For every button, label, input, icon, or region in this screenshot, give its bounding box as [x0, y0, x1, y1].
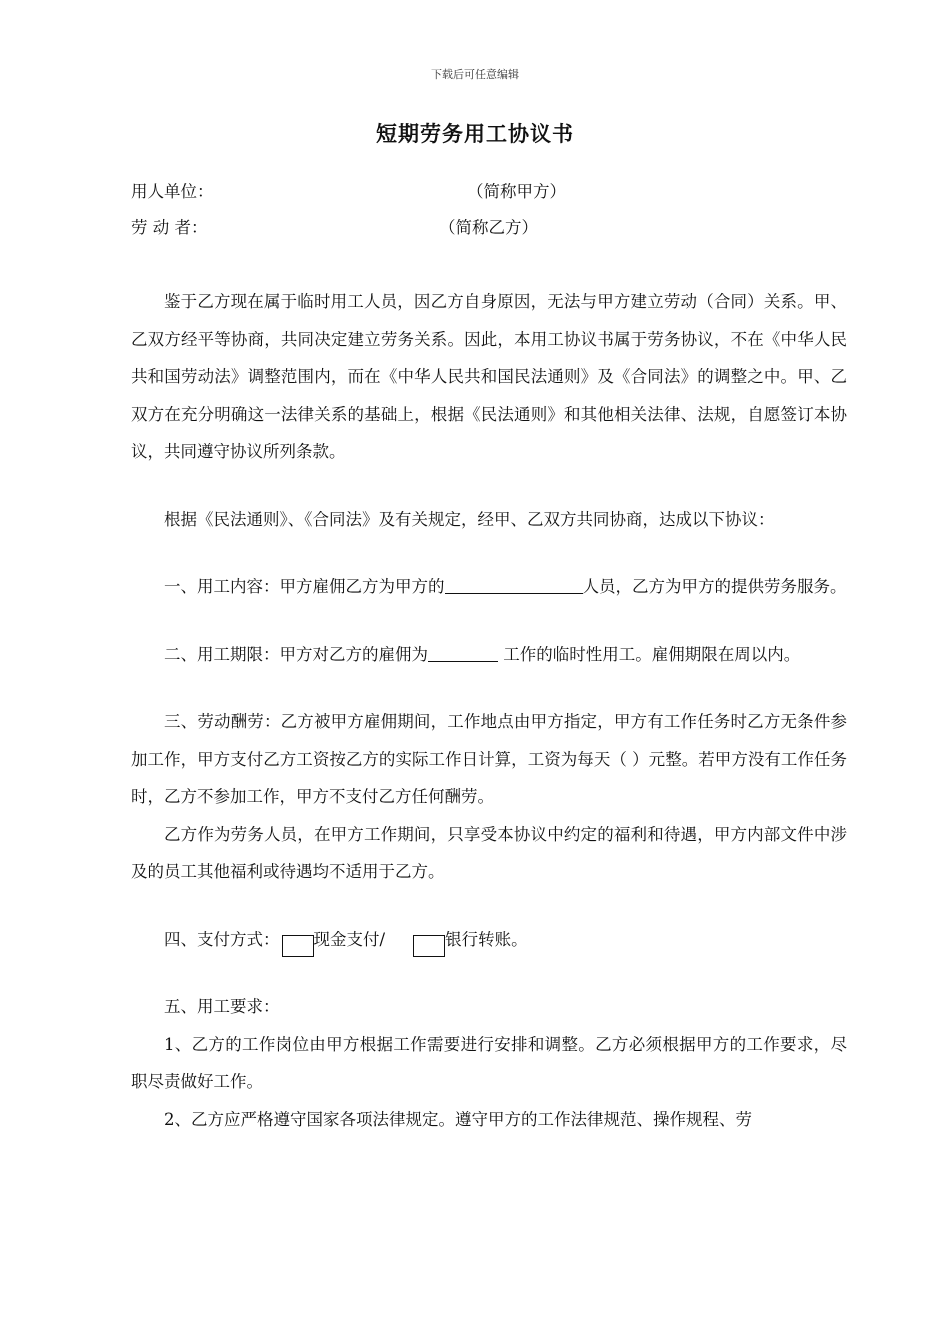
party-fields	[131, 180, 566, 252]
section-4-label: 四、支付方式：	[164, 929, 280, 949]
section-3-pay: 三、劳动酬劳：乙方被甲方雇佣期间，工作地点由甲方指定，甲方有工作任务时乙方无条件参加工作，甲方支付乙方工资按乙方的实际工作日计算，工资为每天（ ）元整。若甲方没有工作任务时，乙方不参加工作，甲方不支付乙方任何酬劳。	[131, 712, 847, 806]
section-2-text-b: 工作的临时性用工。雇佣期限在周以内。	[498, 644, 801, 664]
section-5-title: 五、用工要求：	[164, 997, 280, 1016]
employer-abbr: （简称甲方）	[467, 182, 566, 201]
agreement-intro-paragraph: 根据《民法通则》、《合同法》及有关规定，经甲、乙双方共同协商，达成以下协议：	[164, 509, 775, 529]
section-5-item-2: 2、乙方应严格遵守国家各项法律规定。遵守甲方的工作法律规范、操作规程、劳	[164, 1109, 752, 1129]
section-5-item-1: 1、乙方的工作岗位由甲方根据工作需要进行安排和调整。乙方必须根据甲方的工作要求，尽职尽责做好工作。	[131, 1034, 847, 1091]
cash-checkbox[interactable]	[282, 935, 314, 957]
section-2-term	[131, 636, 847, 674]
employer-label: 用人单位：	[131, 182, 214, 201]
section-1-text-a: 一、用工内容：甲方雇佣乙方为甲方的	[164, 577, 445, 596]
job-role-blank	[445, 573, 583, 594]
section-1-content	[131, 568, 847, 606]
document-title: 短期劳务用工协议书	[376, 121, 574, 146]
preamble-paragraph: 鉴于乙方现在属于临时用工人员，因乙方自身原因，无法与甲方建立劳动（合同）关系。甲、乙双方经平等协商，共同决定建立劳务关系。因此，本用工协议书属于劳务协议，不在《中华人民共和国劳动法》调整范围内，而在《中华人民共和国民法通则》及《合同法》的调整之中。甲、乙双方在充分明确这一法律关系的基础上，根据《民法通则》和其他相关法律、法规，自愿签订本协议，共同遵守协议所列条款。	[131, 292, 847, 461]
work-type-blank	[428, 641, 498, 662]
bank-transfer-checkbox[interactable]	[413, 935, 445, 957]
section-2-text-a: 二、用工期限：甲方对乙方的雇佣为	[164, 644, 428, 664]
section-4-payment	[131, 921, 847, 959]
section-1-text-b: 人员，乙方为甲方的提供劳务服务。	[582, 577, 847, 596]
worker-label: 劳 动 者：	[131, 218, 208, 237]
bank-option-label: 银行转账。	[445, 929, 528, 949]
agreement-body	[131, 283, 847, 1138]
employer-row	[131, 180, 566, 216]
header-note: 下载后可任意编辑	[431, 68, 519, 81]
worker-row	[131, 216, 538, 252]
cash-option-label: 现金支付/	[313, 929, 386, 949]
section-3-extra: 乙方作为劳务人员，在甲方工作期间，只享受本协议中约定的福利和待遇，甲方内部文件中涉及的员工其他福利或待遇均不适用于乙方。	[131, 824, 847, 881]
worker-abbr: （简称乙方）	[439, 218, 538, 237]
